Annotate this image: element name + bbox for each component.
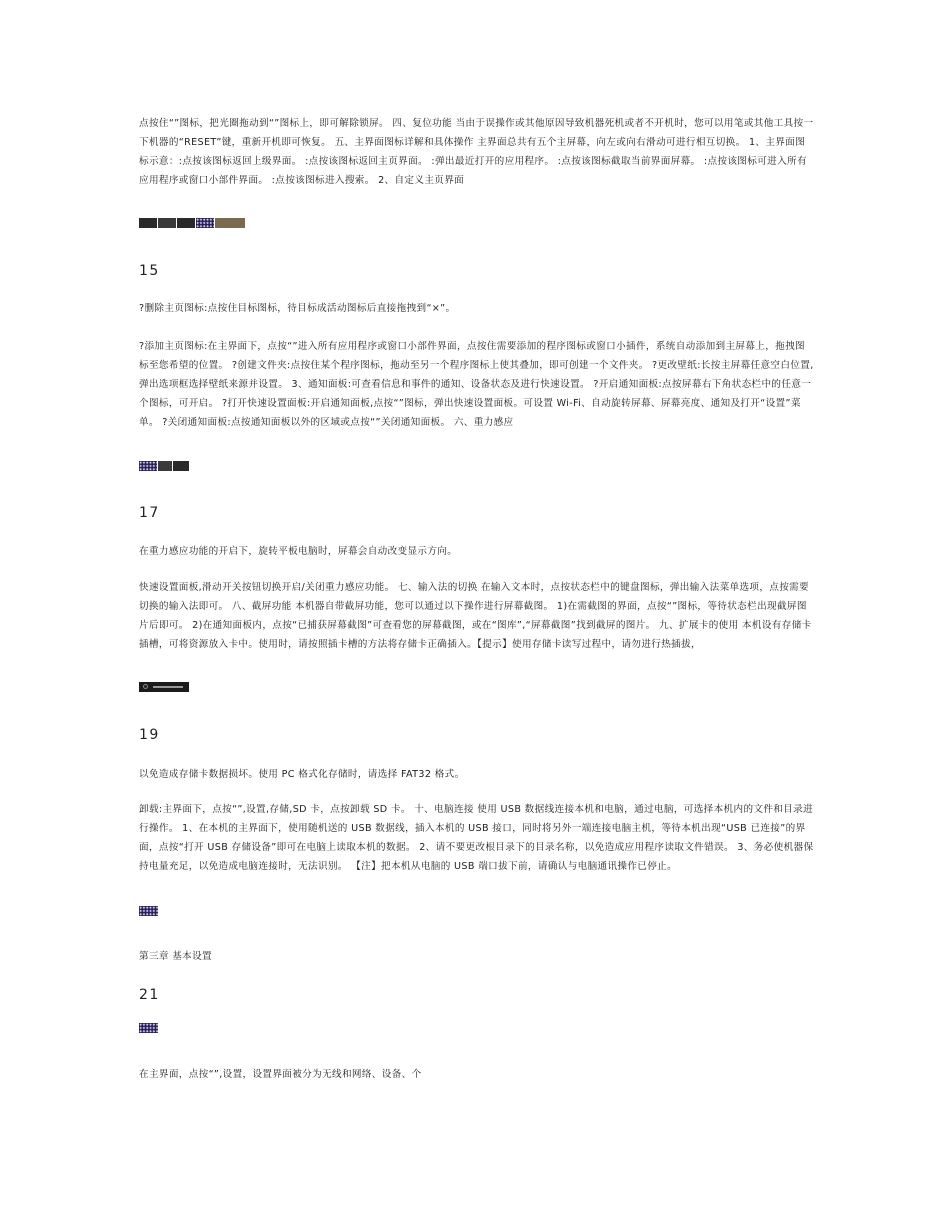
notification-icons-strip-image bbox=[139, 461, 189, 471]
apps-grid-icon-image-2 bbox=[139, 1023, 158, 1033]
paragraph-delete-icon: ?删除主页图标:点按住目标图标，待目标成活动图标后直接拖拽到“×”。 bbox=[139, 303, 456, 314]
page-number-19: 19 bbox=[139, 727, 160, 743]
page-number-15: 15 bbox=[139, 263, 160, 279]
paragraph-format-card: 以免造成存储卡数据损坏。使用 PC 格式化存储时，请选择 FAT32 格式。 bbox=[139, 769, 465, 780]
paragraph-unmount-usb: 卸载:主界面下，点按“”,设置,存储,SD 卡，点按卸载 SD 卡。 十、电脑连接 使用 USB 数据线连接本机和电脑，通过电脑，可选择本机内的文件和目录进行操作。 1、在本机的主界面下，使用随机送的 USB 数据线，插入本机的 USB 接口，同时将另外一端连接电脑主机，等待本机出现“USB 已连接”的界面，点按“打开 USB 存储设备”即可在电脑上读取本机的数据。 2、请不要更改根目录下的目录名称，以免造成应用程序读取文件错误。 3、务必使机器保持电量充足，以免造成电脑连接时，无法识别。 【注】把本机从电脑的 USB 端口拔下前，请确认与电脑通讯操作已停止。 bbox=[139, 804, 814, 872]
paragraph-add-icon-notification: ?添加主页图标:在主界面下，点按“”进入所有应用程序或窗口小部件界面，点按住需要添加的程序图标或窗口小插件，系统自动添加到主屏幕上，拖拽图标至您希望的位置。 ?创建文件夹:点按住某个程序图标，拖动至另一个程序图标上使其叠加，即可创建一个文件夹。 ?更改壁纸:长按主屏幕任意空白位置,弹出选项框选择壁纸来源并设置。 3、通知面板:可查看信息和事件的通知、设备状态及进行快速设置。 ?开启通知面板:点按屏幕右下角状态栏中的任意一个图标，可开启。 ?打开快速设置面板:开启通知面板,点按“”图标，弹出快速设置面板。可设置 Wi-Fi、自动旋转屏幕、屏幕亮度、通知及打开“设置”菜单。 ?关闭通知面板:点按通知面板以外的区域或点按“”关闭通知面板。 六、重力感应 bbox=[139, 341, 814, 428]
home-icons-strip-image bbox=[139, 218, 245, 228]
page-number-21: 21 bbox=[139, 987, 160, 1003]
page-number-17: 17 bbox=[139, 505, 160, 521]
apps-grid-icon-image bbox=[139, 906, 158, 916]
screenshot-toolbar-image bbox=[139, 682, 189, 692]
paragraph-gravity-sensor: 在重力感应功能的开启下，旋转平板电脑时，屏幕会自动改变显示方向。 bbox=[139, 546, 458, 557]
chapter-heading: 第三章 基本设置 bbox=[139, 951, 213, 962]
paragraph-settings-intro: 在主界面，点按“”,设置，设置界面被分为无线和网络、设备、个 bbox=[139, 1069, 422, 1080]
paragraph-input-screenshot-card: 快速设置面板,滑动开关按钮切换开启/关闭重力感应功能。 七、输入法的切换 在输入文本时，点按状态栏中的键盘图标，弹出输入法菜单选项，点按需要切换的输入法即可。 八、截屏功能 本机器自带截屏功能，您可以通过以下操作进行屏幕截图。 1)在需截图的界面，点按“”图标，等待状态栏出现截屏图片后即可。 2)在通知面板内，点按“已捕获屏幕截图”可查看您的屏幕截图，或在“图库”,“屏幕截图”找到截屏的图片。 九、扩展卡的使用 本机设有存储卡插槽，可将资源放入卡中。使用时，请按照插卡槽的方法将存储卡正确插入。【提示】使用存储卡读写过程中，请勿进行热插拔， bbox=[139, 582, 812, 650]
paragraph-lock-reset-home: 点按住“”图标，把光圈拖动到“”图标上，即可解除锁屏。 四、复位功能 当由于误操作或其他原因导致机器死机或者不开机时，您可以用笔或其他工具按一下机器的“RESET”键，重新开机即可恢复。 五、主界面图标详解和具体操作 主界面总共有五个主屏幕，向左或向右滑动可进行相互切换。 1、主界面图标示意：:点按该图标返回上级界面。 :点按该图标返回主页界面。 :弹出最近打开的应用程序。 :点按该图标截取当前界面屏幕。 :点按该图标可进入所有应用程序或窗口小部件界面。 :点按该图标进入搜索。 2、自定义主页界面 bbox=[139, 118, 814, 186]
